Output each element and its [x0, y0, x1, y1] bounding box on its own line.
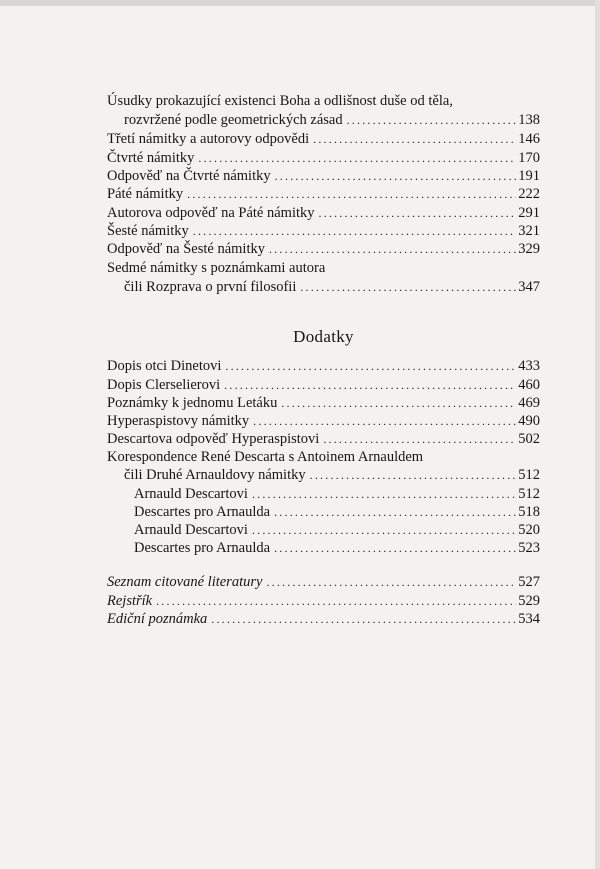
toc-page-number: 518	[518, 504, 540, 520]
toc-page-number: 138	[518, 112, 540, 128]
toc-page-number: 523	[518, 540, 540, 556]
toc-entry	[107, 394, 540, 412]
toc-entry	[107, 503, 540, 521]
toc-page-number: 490	[518, 413, 540, 429]
leader-dots	[274, 503, 516, 521]
toc-page-number: 502	[518, 431, 540, 447]
leader-dots	[198, 149, 516, 167]
leader-dots	[313, 130, 516, 148]
toc-entry	[107, 448, 540, 466]
toc-entry	[107, 259, 540, 277]
toc-entry-label: Odpověď na Čtvrté námitky	[107, 168, 271, 184]
toc-entry-label: Descartes pro Arnaulda	[134, 540, 271, 556]
leader-dots	[275, 167, 517, 185]
toc-entry	[107, 610, 540, 628]
toc-entry	[107, 376, 540, 394]
toc-entry-label: Arnauld Descartovi	[134, 486, 248, 502]
toc-entry-label: Dopis Clerselierovi	[107, 377, 221, 393]
leader-dots	[253, 412, 516, 430]
toc-entry-label: Seznam citované literatury	[107, 574, 263, 590]
toc-entry	[107, 521, 540, 539]
leader-dots	[347, 111, 517, 129]
toc-entry-label: Poznámky k jednomu Letáku	[107, 395, 278, 411]
toc-entry	[107, 430, 540, 448]
leader-dots	[193, 222, 516, 240]
leader-dots	[225, 357, 516, 375]
toc-entry-label: Sedmé námitky s poznámkami autora	[107, 260, 326, 276]
toc-entry	[107, 111, 540, 129]
leader-dots	[323, 430, 516, 448]
toc-entry	[107, 485, 540, 503]
leader-dots	[269, 240, 516, 258]
toc-page-number: 191	[518, 168, 540, 184]
leader-dots	[156, 592, 516, 610]
leader-dots	[310, 466, 517, 484]
toc-page-number: 512	[518, 467, 540, 483]
toc-entry	[107, 130, 540, 148]
leader-dots	[187, 185, 516, 203]
toc-page-number: 146	[518, 131, 540, 147]
toc-page-number: 433	[518, 358, 540, 374]
toc-entry	[107, 92, 540, 110]
toc-entry-label: rozvržené podle geometrických zásad	[124, 112, 343, 128]
toc-page-number: 534	[518, 611, 540, 627]
toc-page-number: 469	[518, 395, 540, 411]
toc-entry	[107, 592, 540, 610]
leader-dots	[224, 376, 516, 394]
toc-page-number: 170	[518, 150, 540, 166]
toc-page-number: 347	[518, 279, 540, 295]
leader-dots	[252, 485, 516, 503]
toc-page-number: 460	[518, 377, 540, 393]
toc-page-number: 291	[518, 205, 540, 221]
toc-entry	[107, 539, 540, 557]
toc-entry-label: Hyperaspistovy námitky	[107, 413, 250, 429]
page-top-edge	[0, 0, 600, 6]
toc-entry	[107, 278, 540, 296]
toc-entry-label: Descartes pro Arnaulda	[134, 504, 271, 520]
page-right-edge	[595, 0, 600, 869]
leader-dots	[281, 394, 516, 412]
toc-entry	[107, 167, 540, 185]
toc-entry-label: Šesté námitky	[107, 223, 189, 239]
toc-entry	[107, 222, 540, 240]
toc-entry	[107, 240, 540, 258]
section-title: Dodatky	[293, 327, 354, 346]
toc-entry-label: Úsudky prokazující existenci Boha a odlišnost duše od těla,	[107, 93, 453, 109]
toc-entry	[107, 412, 540, 430]
toc-entry	[107, 204, 540, 222]
toc-entry-label: Třetí námitky a autorovy odpovědi	[107, 131, 310, 147]
leader-dots	[211, 610, 516, 628]
toc-entry-label: Korespondence René Descarta s Antoinem Arnauldem	[107, 449, 424, 465]
toc-page-number: 512	[518, 486, 540, 502]
toc-page-number: 329	[518, 241, 540, 257]
toc-page-number: 321	[518, 223, 540, 239]
leader-dots	[319, 204, 517, 222]
toc-page-number: 520	[518, 522, 540, 538]
toc-entry	[107, 357, 540, 375]
toc-page-number: 527	[518, 574, 540, 590]
toc-entry-label: čili Druhé Arnauldovy námitky	[124, 467, 306, 483]
toc-entry-label: Arnauld Descartovi	[134, 522, 248, 538]
toc-entry	[107, 466, 540, 484]
toc-entry-label: Autorova odpověď na Páté námitky	[107, 205, 315, 221]
leader-dots	[252, 521, 516, 539]
toc-page-number: 529	[518, 593, 540, 609]
leader-dots	[266, 573, 516, 591]
toc-entry-label: Rejstřík	[107, 593, 153, 609]
leader-dots	[300, 278, 516, 296]
toc-entry-label: Descartova odpověď Hyperaspistovi	[107, 431, 320, 447]
toc-page-number: 222	[518, 186, 540, 202]
leader-dots	[274, 539, 516, 557]
toc-entry	[107, 149, 540, 167]
toc-entry-label: Čtvrté námitky	[107, 150, 195, 166]
toc-entry	[107, 573, 540, 591]
toc-entry-label: Ediční poznámka	[107, 611, 208, 627]
toc-entry-label: čili Rozprava o první filosofii	[124, 279, 297, 295]
toc-entry	[107, 185, 540, 203]
toc-entry-label: Páté námitky	[107, 186, 184, 202]
toc-entry-label: Odpověď na Šesté námitky	[107, 241, 265, 257]
toc-entry-label: Dopis otci Dinetovi	[107, 358, 222, 374]
